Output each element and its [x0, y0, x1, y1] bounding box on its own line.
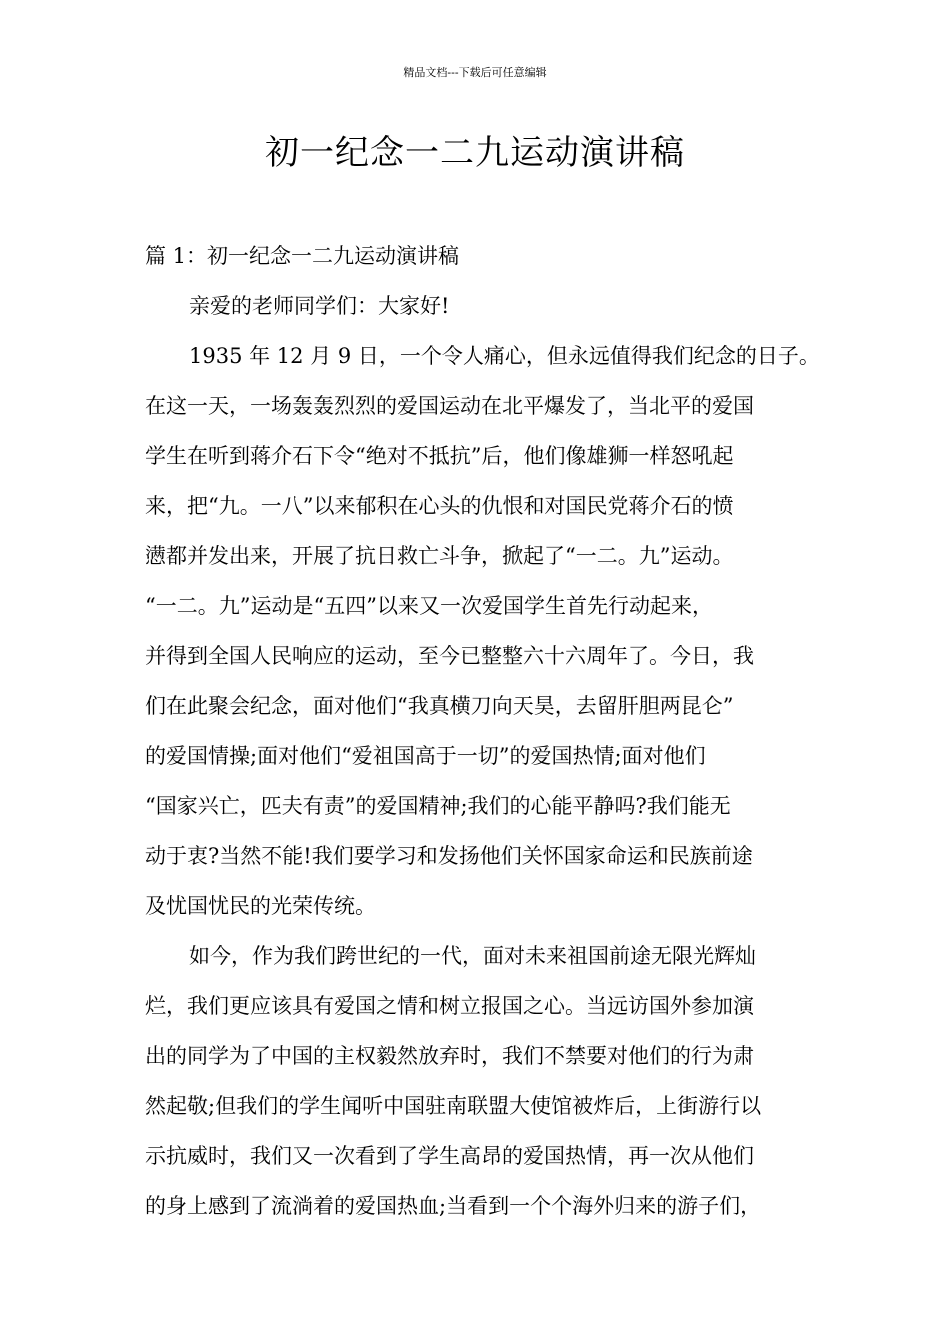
paragraph-line: 及忧国忧民的光荣传统。 — [145, 894, 376, 918]
paragraph-line: 们在此聚会纪念，面对他们“我真横刀向天昊，去留肝胆两昆仑” — [145, 694, 734, 718]
paragraph-line: 在这一天，一场轰轰烈烈的爱国运动在北平爆发了，当北平的爱国 — [145, 394, 754, 418]
paragraph-line: “一二。九”运动是“五四”以来又一次爱国学生首先行动起来， — [145, 594, 713, 618]
paragraph-line: 烂，我们更应该具有爱国之情和树立报国之心。当远访国外参加演 — [145, 994, 754, 1018]
paragraph-line: 然起敬;但我们的学生闻听中国驻南联盟大使馆被炸后，上街游行以 — [145, 1094, 762, 1118]
section-heading-text: 篇 1：初一纪念一二九运动演讲稿 — [145, 244, 460, 268]
paragraph-line: 动于衷?当然不能!我们要学习和发扬他们关怀国家命运和民族前途 — [145, 844, 753, 868]
paragraph-line: 示抗威时，我们又一次看到了学生高昂的爱国热情，再一次从他们 — [145, 1144, 754, 1168]
paragraph-line: 出的同学为了中国的主权毅然放弃时，我们不禁要对他们的行为肃 — [145, 1044, 754, 1068]
document-body — [145, 231, 820, 1231]
paragraph-2 — [145, 931, 810, 1231]
greeting — [145, 281, 810, 331]
paragraph-line: 来，把“九。一八”以来郁积在心头的仇恨和对国民党蒋介石的愤 — [145, 494, 734, 518]
paragraph-1 — [145, 331, 820, 931]
paragraph-line: 并得到全国人民响应的运动，至今已整整六十六周年了。今日，我 — [145, 644, 754, 668]
paragraph-line: 如今，作为我们跨世纪的一代，面对未来祖国前途无限光辉灿 — [189, 944, 756, 968]
paragraph-line: 懑都并发出来，开展了抗日救亡斗争，掀起了“一二。九”运动。 — [145, 544, 734, 568]
paragraph-line: 学生在听到蒋介石下令“绝对不抵抗”后，他们像雄狮一样怒吼起 — [145, 444, 734, 468]
paragraph-line: 的身上感到了流淌着的爱国热血;当看到一个个海外归来的游子们， — [145, 1194, 762, 1218]
section-heading — [145, 231, 810, 281]
greeting-text: 亲爱的老师同学们：大家好! — [189, 294, 450, 318]
page-header: 精品文档---下载后可任意编辑 — [403, 66, 547, 79]
paragraph-line: 的爱国情操;面对他们“爱祖国高于一切”的爱国热情;面对他们 — [145, 744, 706, 768]
paragraph-line: 1935 年 12 月 9 日，一个令人痛心，但永远值得我们纪念的日子。 — [189, 344, 820, 368]
document-title: 初一纪念一二九运动演讲稿 — [265, 133, 685, 173]
paragraph-line: “国家兴亡，匹夫有责”的爱国精神;我们的心能平静吗?我们能无 — [145, 794, 731, 818]
